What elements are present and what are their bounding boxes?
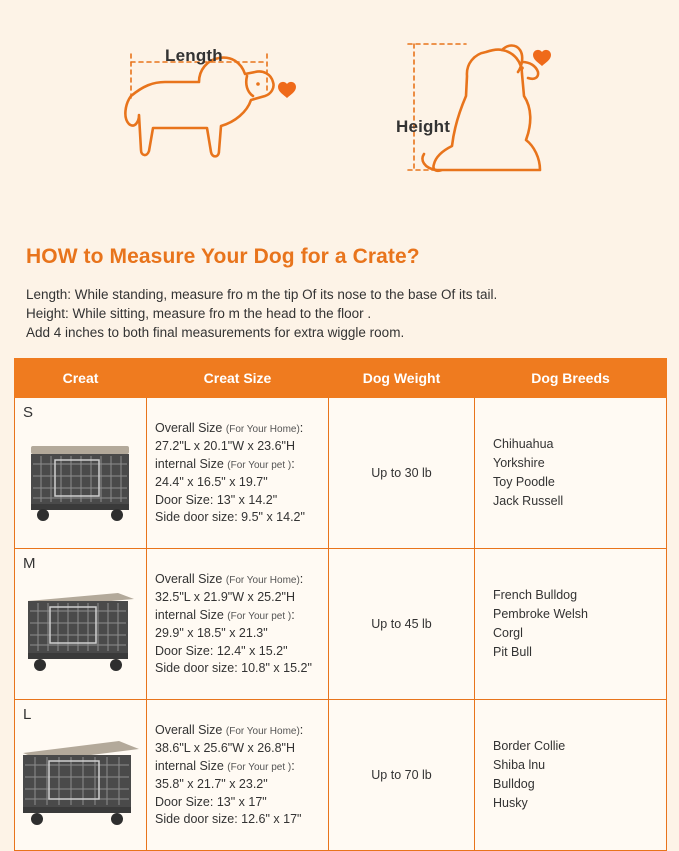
breed-item: Jack Russell — [493, 494, 564, 508]
header-dog-weight: Dog Weight — [329, 359, 475, 398]
breed-item: Shiba lnu — [493, 758, 546, 772]
overall-size-value: 27.2"L x 20.1"W x 23.6"H — [155, 439, 296, 453]
instruction-line-2: Height: While sitting, measure fro m the head to the floor . — [26, 306, 372, 321]
weight-cell-small: Up to 30 lb — [329, 398, 475, 549]
instructions-block — [26, 285, 656, 342]
overall-size-note: (For Your Home) — [225, 574, 300, 586]
internal-size-label: internal Size — [155, 758, 224, 773]
internal-size-label: internal Size — [155, 607, 224, 622]
sitting-dog-outline — [390, 0, 590, 222]
size-letter: M — [23, 555, 36, 572]
header-crate-size: Creat Size — [147, 359, 329, 398]
crate-photo-medium — [22, 579, 140, 675]
breed-item: Yorkshire — [493, 456, 545, 470]
overall-size-label: Overall Size — [155, 722, 223, 737]
breeds-cell-large — [475, 700, 667, 851]
crate-photo-small — [25, 430, 137, 522]
size-letter: S — [23, 404, 34, 421]
internal-size-value: 24.4" x 16.5" x 19.7" — [155, 475, 268, 489]
breeds-cell-small — [475, 398, 667, 549]
breed-item: Husky — [493, 796, 528, 810]
instruction-line-3: Add 4 inches to both final measurements for extra wiggle room. — [26, 325, 405, 340]
table-row — [15, 549, 667, 700]
side-door-size: Side door size: 9.5" x 14.2" — [155, 510, 305, 524]
internal-size-note: (For Your pet ) — [227, 459, 292, 471]
overall-size-note: (For Your Home) — [225, 725, 300, 737]
door-size: Door Size: 13" x 17" — [155, 794, 267, 809]
length-label: Length — [165, 46, 223, 65]
table-row — [15, 700, 667, 851]
overall-size-value: 32.5"L x 21.9"W x 25.2"H — [155, 590, 296, 604]
height-label: Height — [396, 117, 451, 136]
crate-cell-large — [15, 700, 147, 851]
crate-photo-large — [19, 729, 143, 827]
breed-item: French Bulldog — [493, 588, 578, 602]
breed-item: Pit Bull — [493, 645, 532, 659]
side-door-size: Side door size: 10.8" x 15.2" — [155, 661, 312, 675]
breeds-cell-medium — [475, 549, 667, 700]
breed-item: Pembroke Welsh — [493, 607, 588, 621]
door-size: Door Size: 12.4" x 15.2" — [155, 643, 288, 658]
page-title: HOW to Measure Your Dog for a Crate? — [26, 245, 420, 268]
overall-size-label: Overall Size — [155, 571, 223, 586]
spec-cell-large: Overall Size (For Your Home): 38.6"L x 25.6"W x 26.8"H internal Size (For Your pet ): 35.8" x 21.7" x 23.2" Door Size: 13" x 17" Side door size: 12.6" x 17" — [147, 700, 329, 851]
internal-size-note: (For Your pet ) — [227, 761, 292, 773]
internal-size-note: (For Your pet ) — [227, 610, 292, 622]
size-letter: L — [23, 706, 32, 723]
overall-size-label: Overall Size — [155, 420, 223, 435]
header-dog-breeds: Dog Breeds — [475, 359, 667, 398]
standing-dog-outline — [95, 0, 325, 222]
crate-cell-small — [15, 398, 147, 549]
instruction-line-1: Length: While standing, measure fro m the tip Of its nose to the base Of its tail. — [26, 287, 498, 302]
breed-item: Toy Poodle — [493, 475, 555, 489]
table-header-row — [15, 359, 667, 398]
overall-size-note: (For Your Home) — [225, 423, 300, 435]
spec-cell-small: Overall Size (For Your Home): 27.2"L x 20.1"W x 23.6"H internal Size (For Your pet ): 24.4" x 16.5" x 19.7" Door Size: 13" x 14.2" Side door size: 9.5" x 14.2" — [147, 398, 329, 549]
breed-item: Border Collie — [493, 739, 566, 753]
crate-cell-medium — [15, 549, 147, 700]
breed-item: Corgl — [493, 626, 523, 640]
breed-item: Chihuahua — [493, 437, 554, 451]
spec-cell-medium: Overall Size (For Your Home): 32.5"L x 21.9"W x 25.2"H internal Size (For Your pet ): 29.9" x 18.5" x 21.3" Door Size: 12.4" x 15.2" Side door size: 10.8" x 15.2" — [147, 549, 329, 700]
side-door-size: Side door size: 12.6" x 17" — [155, 812, 302, 826]
internal-size-label: internal Size — [155, 456, 224, 471]
overall-size-value: 38.6"L x 25.6"W x 26.8"H — [155, 741, 296, 755]
header-crate: Creat — [15, 359, 147, 398]
internal-size-value: 29.9" x 18.5" x 21.3" — [155, 626, 268, 640]
weight-cell-large: Up to 70 lb — [329, 700, 475, 851]
breed-item: Bulldog — [493, 777, 535, 791]
crate-size-table — [14, 358, 666, 851]
internal-size-value: 35.8" x 21.7" x 23.2" — [155, 777, 268, 791]
illustration-band — [0, 0, 679, 222]
door-size: Door Size: 13" x 14.2" — [155, 492, 278, 507]
weight-cell-medium: Up to 45 lb — [329, 549, 475, 700]
table-row — [15, 398, 667, 549]
